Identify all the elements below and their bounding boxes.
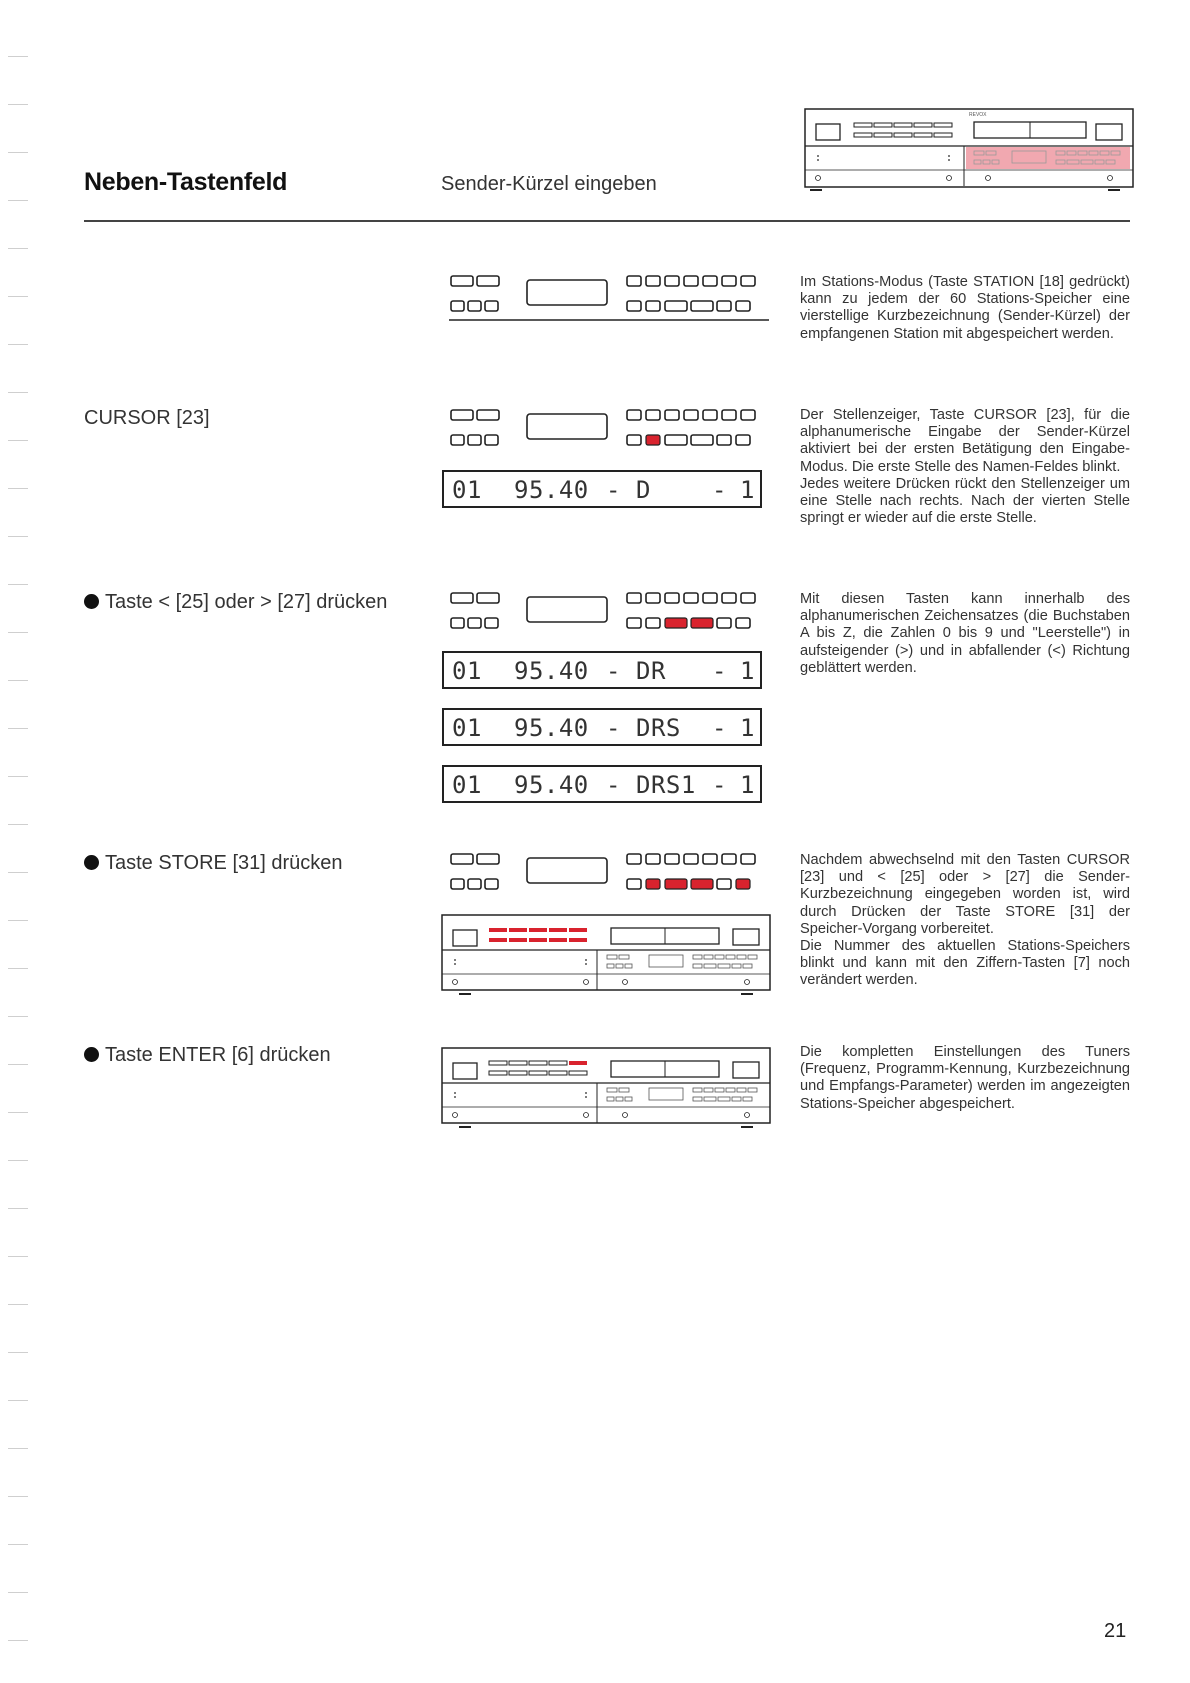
tuner-device-illustration [441, 914, 771, 996]
step-4-label: Taste ENTER [6] drücken [84, 1044, 331, 1067]
margin-ticks [8, 0, 30, 1683]
tuner-device-illustration [804, 108, 1134, 192]
bullet [84, 594, 99, 609]
right-arrow-key-highlight [691, 618, 713, 628]
left-arrow-key-highlight [665, 618, 687, 628]
brand-logo: REVOX [969, 112, 987, 118]
section-title: Neben-Tastenfeld [84, 168, 288, 196]
keypad-panel-arrows [449, 589, 771, 659]
step-1-label: CURSOR [23] [84, 407, 210, 429]
step-0-description: Im Stations-Modus (Taste STATION [18] gedrückt) kann zu jedem der 60 Stations-Speicher eine vierstellige Kurzbezeichnung (Sender-Kürzel) der empfangenen Station mit abgespeichert werden. [800, 274, 1130, 342]
step-2-description: Mit diesen Tasten kann innerhalb des alphanumerischen Zeichensatzes (die Buchstaben A bis Z, die Zahlen 0 bis 9 und "Leerstelle") in aufsteigender (>) und in abfallender (<) Richtung geblättert werden. [800, 591, 1130, 676]
station-display: 01 95.40 - DR - 1 [442, 651, 762, 689]
cursor-key-highlight [646, 435, 660, 445]
page-number: 21 [1104, 1620, 1127, 1642]
step-3-label: Taste STORE [31] drücken [84, 852, 343, 875]
step-4-description: Die kompletten Einstellungen des Tuners (Frequenz, Programm-Kennung, Kurzbezeichnung und Empfangs-Parameter) werden im angezeigten Stations-Speicher abgespeichert. [800, 1044, 1130, 1112]
header-rule [84, 220, 1130, 222]
station-display: 01 95.40 - D - 1 [442, 470, 762, 508]
step-1-description: Der Stellenzeiger, Taste CURSOR [23], für die alphanumerische Eingabe der Sender-Kürzel aktiviert bei der ersten Betätigung den Eingabe-Modus. Die erste Stelle des Namen-Feldes blinkt. Jedes weitere Drücken rückt den Stellenzeiger um eine Stelle nach rechts. Nach der vierten Stelle springt er wieder auf die erste Stelle. [800, 407, 1130, 527]
step-2-label: Taste < [25] oder > [27] drücken [84, 591, 387, 614]
keypad-panel [449, 272, 771, 342]
keypad-panel-store [449, 850, 771, 920]
tuner-device-illustration [441, 1047, 771, 1129]
keypad-panel-cursor [449, 406, 771, 476]
bullet [84, 1047, 99, 1062]
section-subtitle: Sender-Kürzel eingeben [441, 173, 657, 195]
step-3-description: Nachdem abwechselnd mit den Tasten CURSOR [23] und < [25] oder > [27] die Sender-Kurzbezeichnung eingegeben worden ist, wird durch Drücken der Taste STORE [31] der Speicher-Vorgang vorbereitet. Die Nummer des aktuellen Stations-Speichers blinkt und kann mit den Ziffern-Tasten [7] noch verändert werden. [800, 852, 1130, 989]
station-display: 01 95.40 - DRS - 1 [442, 708, 762, 746]
station-display: 01 95.40 - DRS1 - 1 [442, 765, 762, 803]
enter-key-highlight [569, 1061, 587, 1065]
bullet [84, 855, 99, 870]
